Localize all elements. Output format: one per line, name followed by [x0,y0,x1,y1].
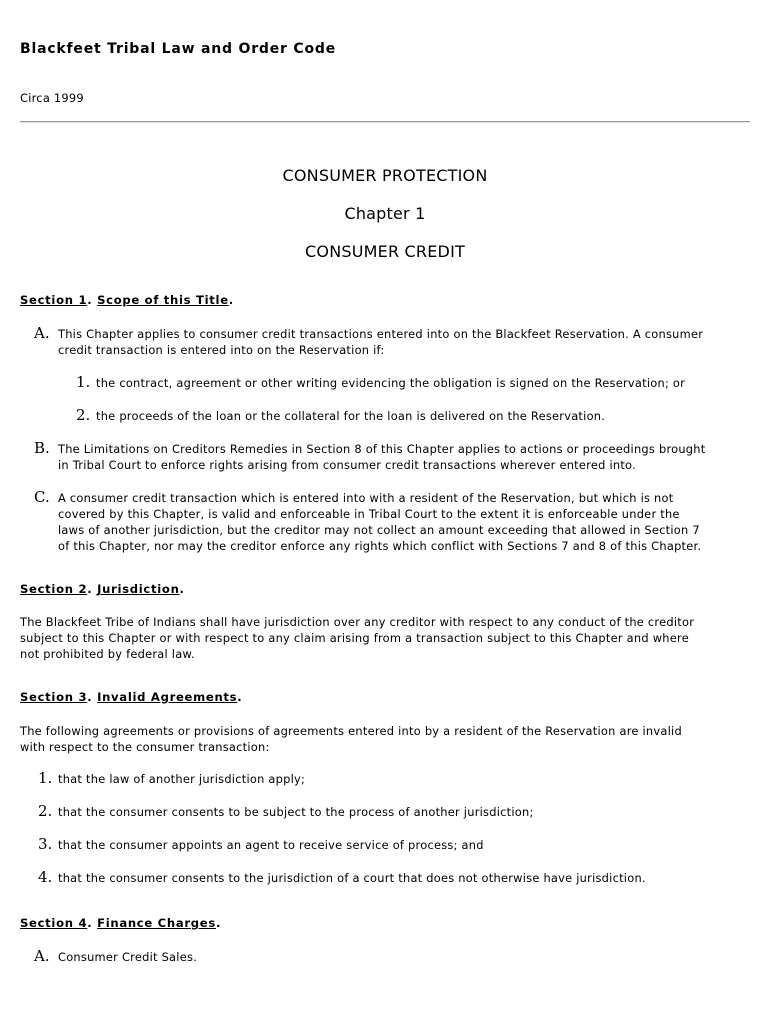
horizontal-rule [20,121,750,123]
section-1-heading: Section 1. Scope of this Title. [20,293,234,307]
chapter-subtitle: CONSUMER CREDIT [305,242,465,261]
list-item: Consumer Credit Sales. [58,950,198,964]
section-4-title-link[interactable]: Finance Charges [97,916,216,930]
list-marker: A. [34,324,50,342]
list-item: that the consumer consents to the jurisdiction of a court that does not otherwise have jurisdiction. [58,871,646,885]
list-item: the proceeds of the loan or the collateral for the loan is delivered on the Reservation. [96,409,606,423]
list-marker: 1. [76,373,91,391]
paragraph-line: credit transaction is entered into on the Reservation if: [58,343,385,357]
list-marker: 1. [38,769,53,787]
list-marker: 3. [38,835,53,853]
paragraph-line: subject to this Chapter or with respect to any claim arising from a transaction subject to this Chapter and where [20,631,689,645]
section-2-link[interactable]: Section 2 [20,582,88,596]
list-marker: 4. [38,868,53,886]
paragraph-line: The following agreements or provisions of agreements entered into by a resident of the Reservation are invalid [20,724,682,738]
paragraph-line: The Blackfeet Tribe of Indians shall have jurisdiction over any creditor with respect to any conduct of the creditor [20,615,695,629]
list-item: that the law of another jurisdiction apply; [58,772,306,786]
main-heading: CONSUMER PROTECTION [282,166,488,185]
paragraph-line: not prohibited by federal law. [20,647,195,661]
paragraph-line: laws of another jurisdiction, but the creditor may not collect an amount exceeding that allowed in Section 7 [58,523,700,537]
section-1-link[interactable]: Section 1 [20,293,88,307]
section-3-title-link[interactable]: Invalid Agreements [97,690,238,704]
paragraph-line: of this Chapter, nor may the creditor enforce any rights which conflict with Sections 7 and 8 of this Chapter. [58,539,702,553]
list-item: the contract, agreement or other writing evidencing the obligation is signed on the Reservation; or [96,376,686,390]
chapter-heading: Chapter 1 [344,204,426,223]
list-marker: A. [34,947,50,965]
paragraph-line: This Chapter applies to consumer credit transactions entered into on the Blackfeet Reservation. A consumer [58,327,704,341]
section-2-title-link[interactable]: Jurisdiction [97,582,180,596]
circa-date: Circa 1999 [20,91,84,105]
section-3-link[interactable]: Section 3 [20,690,88,704]
section-4-heading: Section 4. Finance Charges. [20,916,222,930]
list-marker: 2. [76,406,91,424]
list-item: that the consumer appoints an agent to receive service of process; and [58,838,484,852]
section-2-heading: Section 2. Jurisdiction. [20,582,185,596]
paragraph-line: covered by this Chapter, is valid and enforceable in Tribal Court to the extent it is enforceable under the [58,507,680,521]
section-1-title-link[interactable]: Scope of this Title [97,293,229,307]
paragraph-line: The Limitations on Creditors Remedies in Section 8 of this Chapter applies to actions or proceedings brought [58,442,706,456]
section-3-heading: Section 3. Invalid Agreements. [20,690,243,704]
list-marker: B. [34,439,50,457]
section-4-link[interactable]: Section 4 [20,916,88,930]
list-item: that the consumer consents to be subject to the process of another jurisdiction; [58,805,534,819]
document-title: Blackfeet Tribal Law and Order Code [20,41,337,57]
paragraph-line: with respect to the consumer transaction: [20,740,270,754]
paragraph-line: in Tribal Court to enforce rights arising from consumer credit transactions wherever entered into. [58,458,636,472]
paragraph-line: A consumer credit transaction which is entered into with a resident of the Reservation, but which is not [58,491,674,505]
list-marker: C. [34,488,50,506]
list-marker: 2. [38,802,53,820]
